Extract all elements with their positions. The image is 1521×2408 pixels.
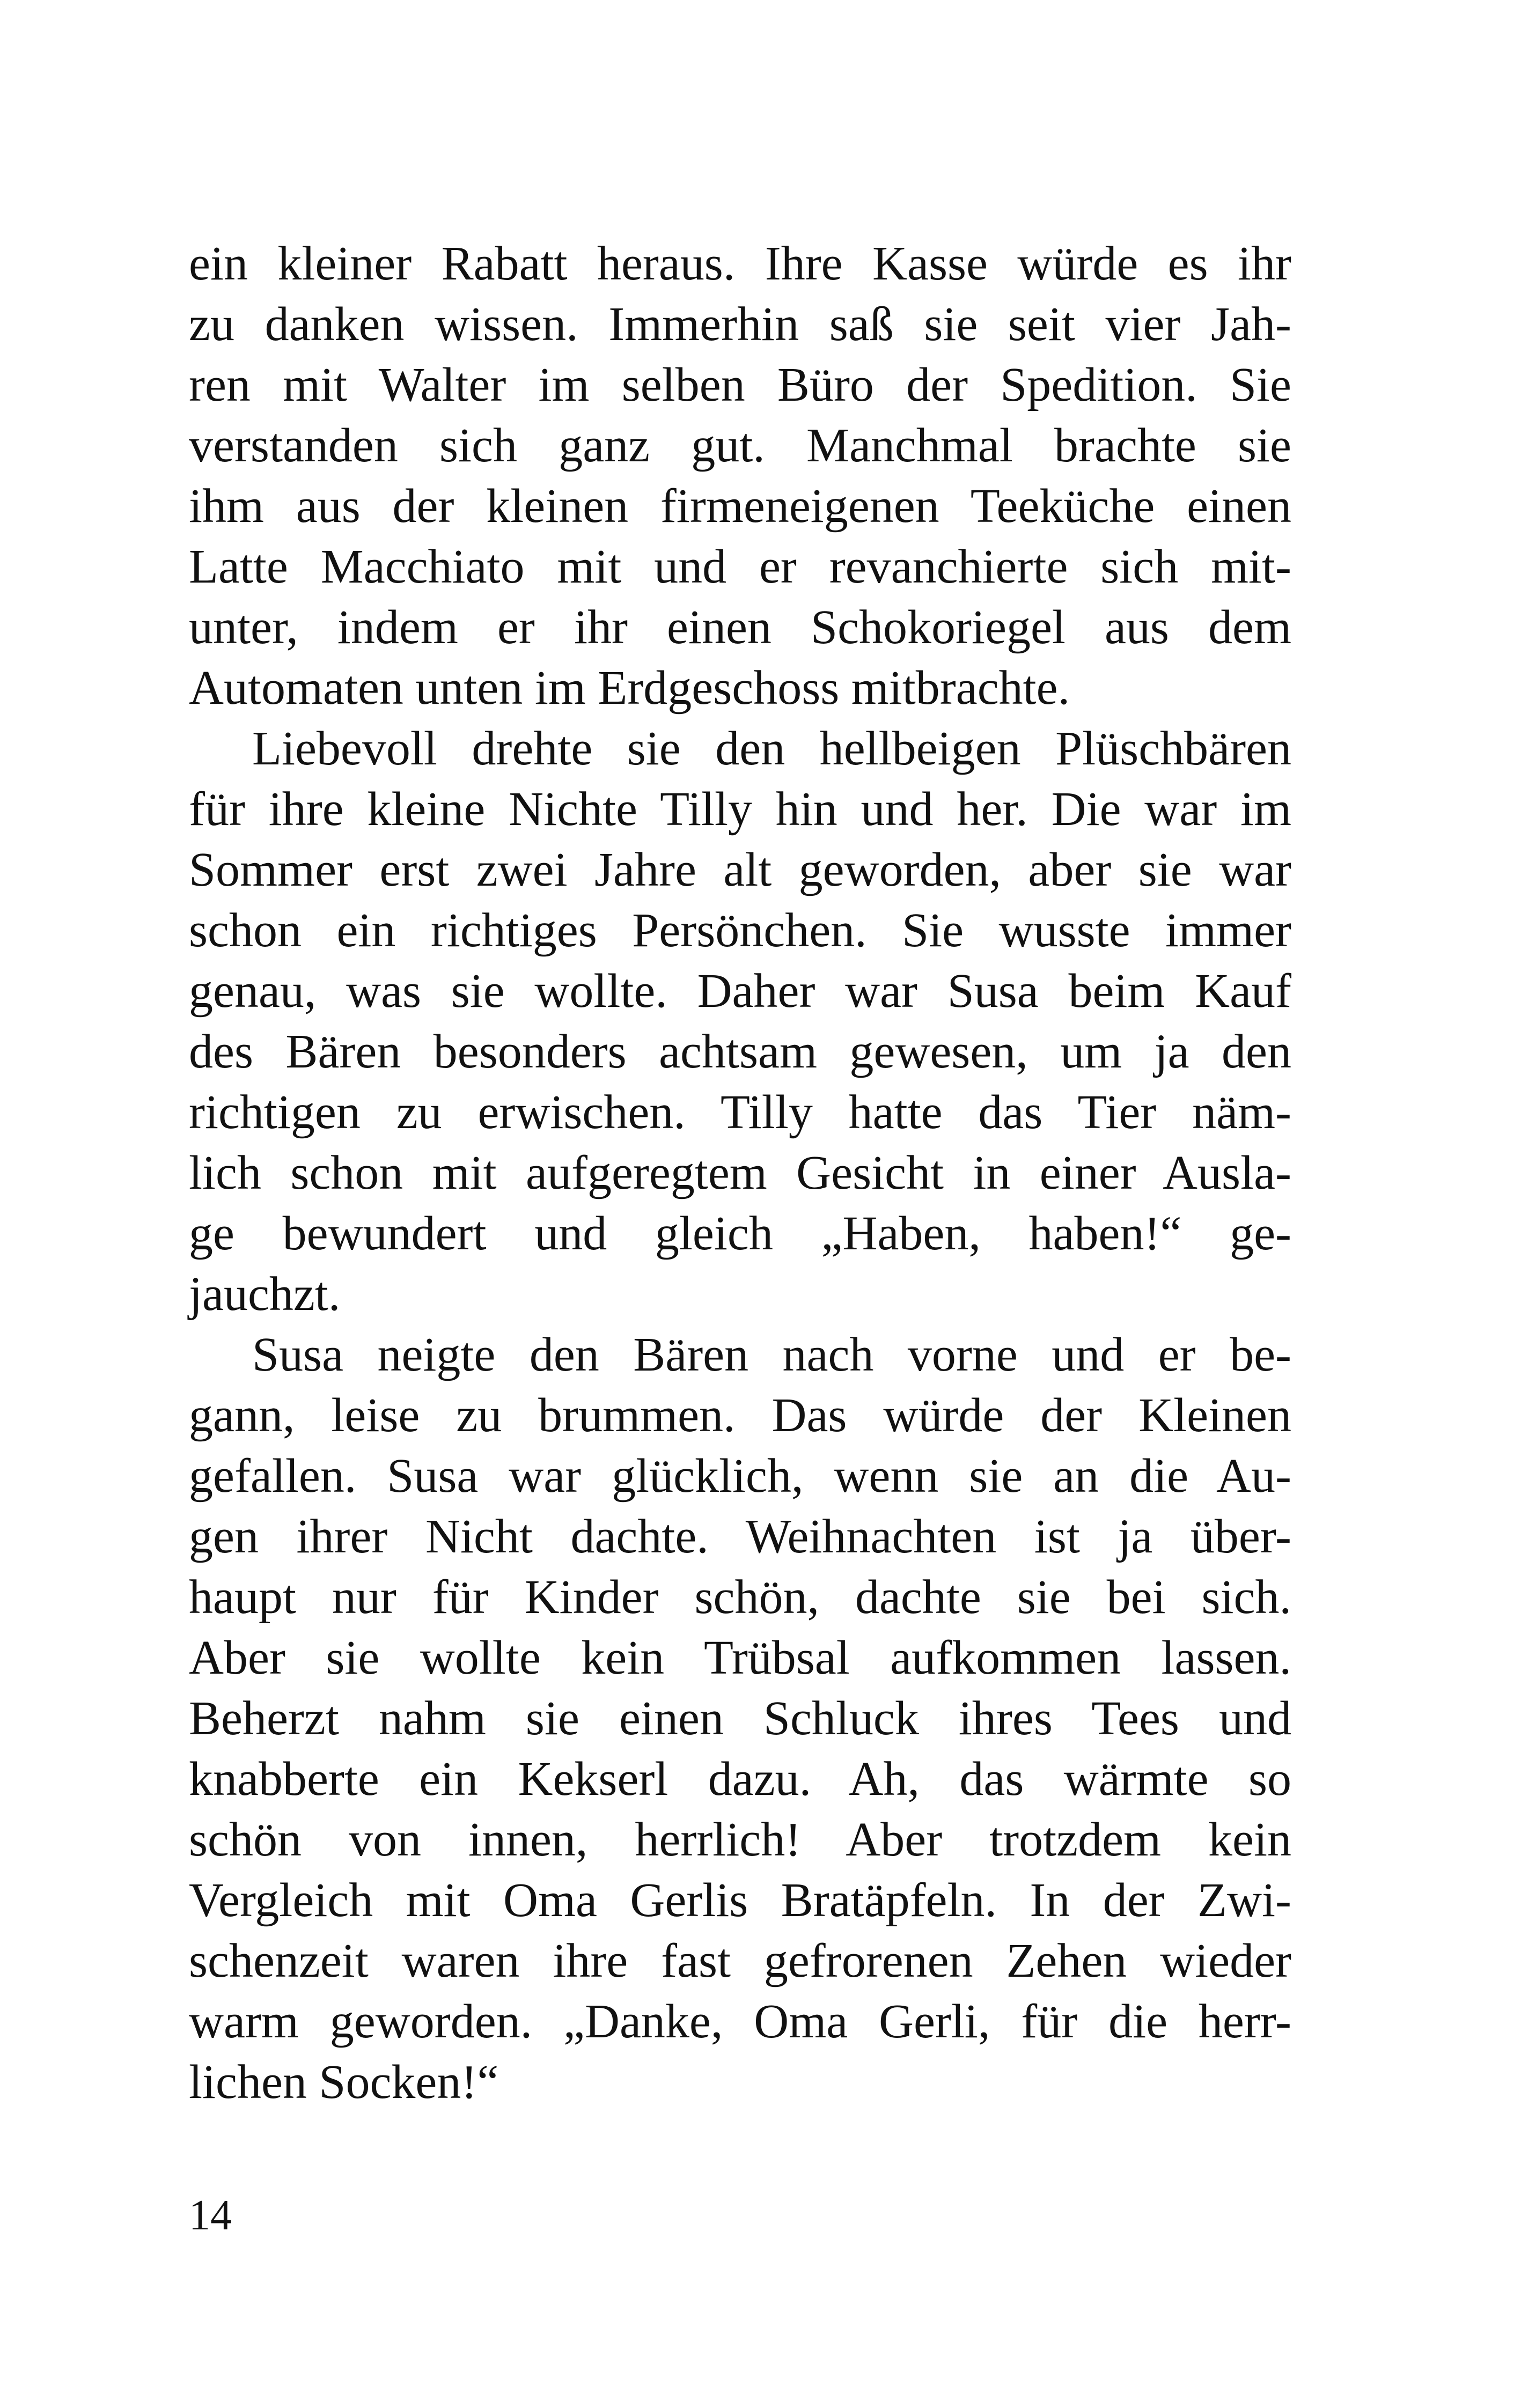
text-line: Aber sie wollte kein Trübsal aufkommen lassen. [189,1631,1291,1684]
text-line: genau, was sie wollte. Daher war Susa beim Kauf [189,964,1291,1018]
text-line: Susa neigte den Bären nach vorne und er be- [252,1328,1291,1381]
text-line: ein kleiner Rabatt heraus. Ihre Kasse würde es ihr [189,237,1291,290]
text-line: knabberte ein Kekserl dazu. Ah, das wärmte so [189,1752,1291,1806]
text-line: jauchzt. [189,1268,341,1321]
text-line: ihm aus der kleinen firmeneigenen Teeküche einen [189,480,1291,533]
text-line: haupt nur für Kinder schön, dachte sie bei sich. [189,1571,1291,1624]
text-line: warm geworden. „Danke, Oma Gerli, für die herr- [189,1995,1291,2048]
text-line: lichen Socken!“ [189,2056,499,2109]
text-line: verstanden sich ganz gut. Manchmal brachte sie [189,419,1291,472]
paragraph [189,1324,1291,2112]
text-line: schon ein richtiges Persönchen. Sie wusste immer [189,904,1291,957]
paragraph [189,233,1291,718]
text-line: Vergleich mit Oma Gerlis Bratäpfeln. In der Zwi- [189,1874,1291,1927]
text-line: ren mit Walter im selben Büro der Spedition. Sie [189,358,1291,411]
text-line: gann, leise zu brummen. Das würde der Kleinen [189,1389,1291,1442]
text-line: unter, indem er ihr einen Schokoriegel aus dem [189,601,1291,654]
text-line: schenzeit waren ihre fast gefrorenen Zehen wieder [189,1934,1291,1987]
text-line: schön von innen, herrlich! Aber trotzdem kein [189,1813,1291,1866]
text-line: ge bewundert und gleich „Haben, haben!“ ge- [189,1207,1291,1260]
text-line: Automaten unten im Erdgeschoss mitbrachte. [189,661,1070,715]
text-line: des Bären besonders achtsam gewesen, um ja den [189,1025,1291,1078]
text-line: Latte Macchiato mit und er revanchierte sich mit- [189,540,1291,593]
text-line: richtigen zu erwischen. Tilly hatte das Tier näm- [189,1086,1291,1139]
text-line: Beherzt nahm sie einen Schluck ihres Tees und [189,1692,1291,1745]
text-line: zu danken wissen. Immerhin saß sie seit vier Jah- [189,298,1291,351]
text-line: für ihre kleine Nichte Tilly hin und her. Die war im [189,783,1291,836]
body-text [189,233,1291,2112]
text-line: Liebevoll drehte sie den hellbeigen Plüschbären [252,722,1291,775]
page-number: 14 [189,2192,232,2239]
text-line: gefallen. Susa war glücklich, wenn sie an die Au- [189,1449,1291,1503]
text-line: gen ihrer Nicht dachte. Weihnachten ist ja über- [189,1510,1291,1563]
paragraph [189,718,1291,1324]
text-line: Sommer erst zwei Jahre alt geworden, aber sie war [189,843,1291,896]
text-line: lich schon mit aufgeregtem Gesicht in einer Ausla- [189,1146,1291,1199]
